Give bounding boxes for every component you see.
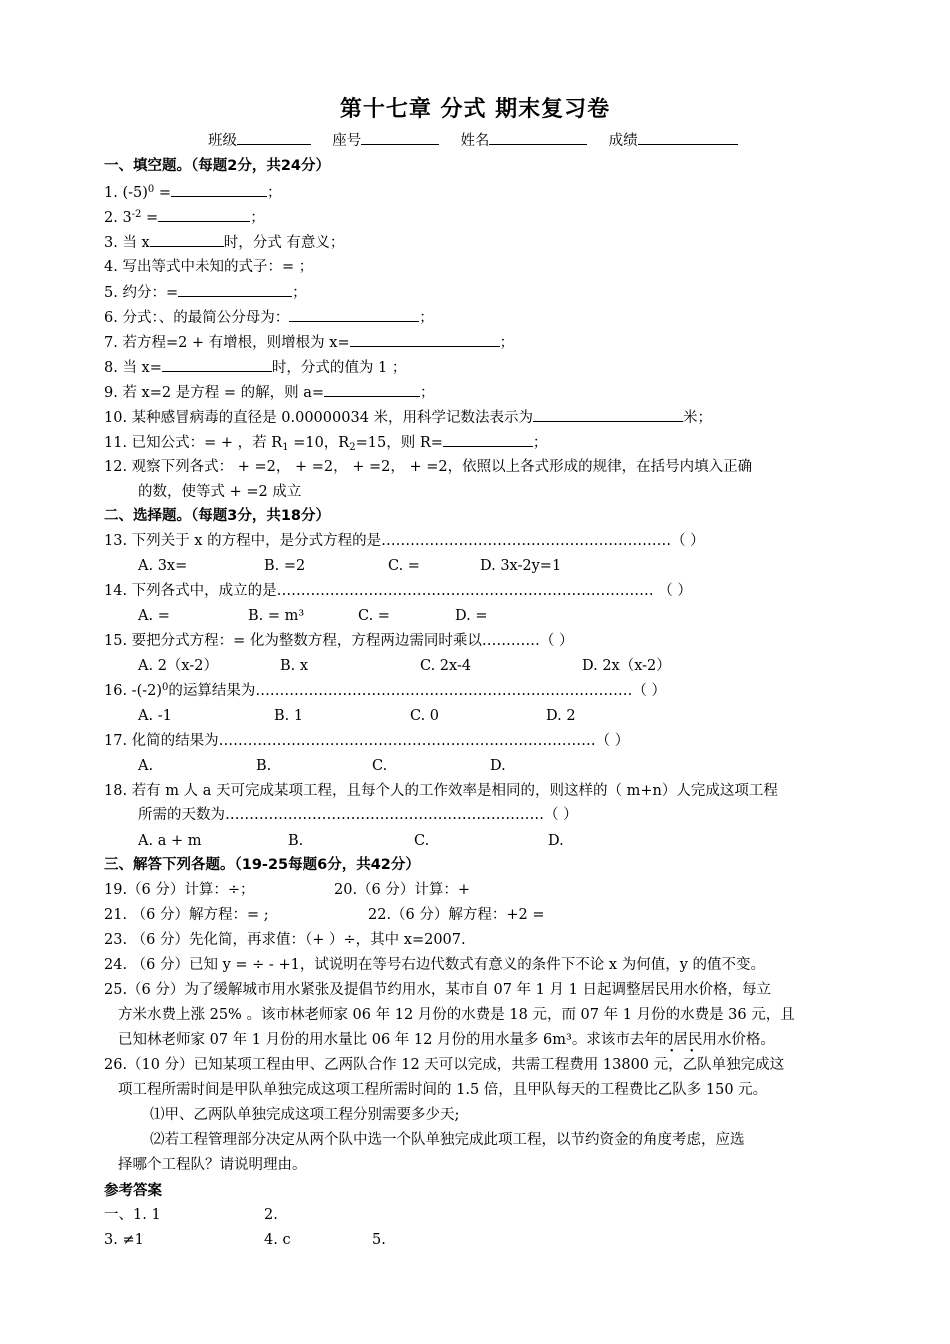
question-18-line2: 所需的天数为…………………………………………………………（ ） [138, 807, 578, 823]
question-4: 4. 写出等式中未知的式子：= ； [104, 259, 314, 275]
question-25-line3: 已知林老师家 07 年 1 月份的用水量比 06 年 12 月份的用水量多 6m³。求该市去年的居民用水价格。 [118, 1032, 775, 1048]
q14-option-c: C. = [358, 608, 390, 624]
seat-blank [361, 130, 439, 145]
q13-option-d: D. 3x-2y=1 [480, 558, 562, 574]
q14-option-a: A. = [138, 608, 170, 624]
q13-option-b: B. =2 [264, 558, 306, 574]
section-heading-fill-in: 一、填空题。（每题2分，共24分） [104, 158, 331, 174]
question-7: 7. 若方程=2 + 有增根，则增根为 x= ； [104, 332, 514, 353]
question-25-line1: 25.（6 分）为了缓解城市用水紧张及提倡节约用水，某市自 07 年 1 月 1 日起调整居民用水价格，每立 [104, 982, 771, 998]
name-label: 姓名 [460, 133, 490, 149]
emphasis-dot: • [690, 1046, 694, 1057]
page-title: 第十七章 分式 期末复习卷 [339, 97, 611, 122]
name-blank [489, 130, 587, 145]
q16-option-b: B. 1 [274, 708, 304, 724]
question-15: 15. 要把分式方程：= 化为整数方程，方程两边需同时乘以…………（ ） [104, 633, 574, 649]
info-line [208, 130, 738, 151]
answer-3: 3. ≠1 [104, 1232, 144, 1248]
q15-option-d: D. 2x（x-2） [582, 658, 671, 674]
q16-option-d: D. 2 [546, 708, 576, 724]
q16-option-a: A. -1 [138, 708, 172, 724]
q18-option-d: D. [548, 833, 564, 849]
question-25-line2: 方米水费上涨 25% 。该市林老师家 06 年 12 月份的水费是 18 元，而 07 年 1 月份的水费是 36 元，且 [118, 1007, 795, 1023]
question-3: 3. 当 x 时，分式 有意义； [104, 232, 344, 253]
q14-option-d: D. = [455, 608, 488, 624]
q17-option-a: A. [138, 758, 154, 774]
question-17: 17. 化简的结果为……………………………………………………………………（ ） [104, 733, 630, 749]
question-2: 2. $3^{-2}$ = ； [104, 209, 265, 226]
q18-option-c: C. [414, 833, 430, 849]
section-heading-solve: 三、解答下列各题。（19-25每题6分，共42分） [104, 857, 420, 873]
score-label: 成绩 [608, 133, 638, 149]
question-22: 22.（6 分）解方程：+2 = [368, 907, 545, 923]
q15-option-b: B. x [280, 658, 309, 674]
question-26-part2: ⑵若工程管理部分决定从两个队中选一个队单独完成此项工程，以节约资金的角度考虑，应选 [150, 1132, 745, 1148]
question-12-line1: 12. 观察下列各式： + =2， + =2， + =2， + =2，依照以上各式形成的规律，在括号内填入正确 [104, 459, 753, 475]
question-19: 19.（6 分）计算：÷； [104, 882, 255, 898]
answer-1: 一、1. 1 [104, 1207, 161, 1223]
q18-option-a: A. a + m [138, 833, 202, 849]
answers-heading: 参考答案 [104, 1183, 162, 1199]
question-16: 16. $-(-2)^0$的运算结果为……………………………………………………………………（ ） [104, 682, 666, 699]
q15-option-c: C. 2x-4 [420, 658, 472, 674]
seat-label: 座号 [332, 133, 362, 149]
question-24: 24. （6 分）已知 y = ÷ - +1，试说明在等号右边代数式有意义的条件下不论 x 为何值，y 的值不变。 [104, 957, 766, 973]
question-26-line1: 26.（10 分）已知某项工程由甲、乙两队合作 12 天可以完成，共需工程费用 13800 元，乙队单独完成这 [104, 1057, 785, 1073]
q15-option-a: A. 2（x-2） [138, 658, 218, 674]
answer-4: 4. c [264, 1232, 291, 1248]
question-10: 10. 某种感冒病毒的直径是 0.00000034 米，用科学记数法表示为 米； [104, 407, 712, 428]
q16-option-c: C. 0 [410, 708, 440, 724]
q17-option-b: B. [256, 758, 272, 774]
question-20: 20.（6 分）计算：+ [334, 882, 471, 898]
q17-option-d: D. [490, 758, 506, 774]
question-11: 11. 已知公式：= + ，若 $R_1 =10$，$R_2=15$，则 R= ； [104, 432, 547, 453]
score-blank [638, 130, 738, 145]
question-26-line2: 项工程所需时间是甲队单独完成这项工程所需时间的 1.5 倍，且甲队每天的工程费比乙队多 150 元。 [118, 1082, 768, 1098]
question-14: 14. 下列各式中，成立的是…………………………………………………………………… （ ） [104, 583, 692, 599]
section-heading-choice: 二、选择题。（每题3分，共18分） [104, 508, 331, 524]
q13-option-c: C. = [388, 558, 420, 574]
q14-option-b: B. = m³ [248, 608, 305, 624]
question-21: 21. （6 分）解方程：= ; [104, 907, 269, 923]
question-26-part1: ⑴甲、乙两队单独完成这项工程分别需要多少天; [150, 1107, 460, 1123]
answer-5: 5. [372, 1232, 386, 1248]
question-23: 23. （6 分）先化简，再求值：（+ ）÷，其中 x=2007. [104, 932, 466, 948]
class-label: 班级 [208, 133, 237, 149]
class-blank [237, 130, 311, 145]
question-8: 8. 当 x= 时，分式的值为 1 ； [104, 357, 406, 378]
q17-option-c: C. [372, 758, 388, 774]
question-9: 9. 若 x=2 是方程 = 的解，则 a= ； [104, 382, 434, 403]
q18-option-b: B. [288, 833, 304, 849]
answer-2: 2. [264, 1207, 278, 1223]
question-12-line2: 的数，使等式 + =2 成立 [138, 484, 302, 500]
question-13: 13. 下列关于 x 的方程中，是分式方程的是……………………………………………………（ ） [104, 533, 705, 549]
emphasis-dot: • [670, 1046, 674, 1057]
q13-option-a: A. 3x= [138, 558, 188, 574]
question-1: 1. $(-5)^0$ = ； [104, 184, 282, 201]
question-5: 5. 约分：= ； [104, 282, 307, 303]
question-26-part2-cont: 择哪个工程队？请说明理由。 [118, 1157, 307, 1173]
question-18-line1: 18. 若有 m 人 a 天可完成某项工程，且每个人的工作效率是相同的，则这样的（ m+n）人完成这项工程 [104, 783, 778, 799]
question-6: 6. 分式：、的最简公分母为： ； [104, 307, 434, 328]
